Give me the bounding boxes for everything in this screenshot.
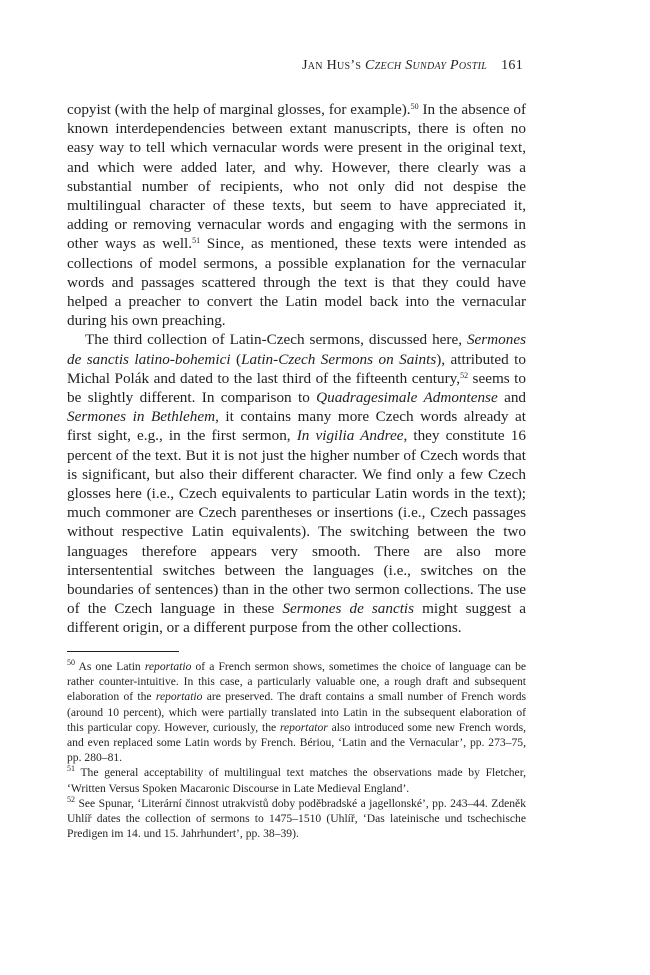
text-run: The general acceptability of multilingual text matches the observations made by Fletcher, ‘Written Versus Spoken Macaronic Discourse in Late Medieval England’.: [67, 766, 526, 795]
text-run: , they constitute 16 percent of the text. But it is not just the higher number of Czech words that is significant, but also their different character. We find only a few Czech glosses here (i.e., Czech equivalents to particular Latin words in the text); much commoner are Czech parentheses or insertions (i.e., Czech passages without respective Latin equivalents). The switching between the two languages therefore appears very smooth. There are also more intersentential switches between the languages (i.e., switches on the boundaries of sentences) than in the other two sermon collections. The use of the Czech language in these: [67, 427, 526, 618]
paragraph-1: [67, 100, 526, 330]
text-run: Since, as mentioned, these texts were intended as collections of model sermons, a possible explanation for the vernacular words and passages scattered through the text is that they could have helped a preacher to convert the Latin model back into the vernacular during his own preaching.: [67, 235, 526, 330]
italic-title: Sermones de sanctis: [282, 600, 415, 618]
text-run: are preserved. The draft contains a small number of French words (around 10 percent), which were partially translated into Latin in the subsequent elaboration of this particular copy. However, curiously, the: [67, 690, 527, 734]
footnote-number: 52: [67, 794, 75, 804]
italic-title: Sermones in Bethlehem: [67, 408, 216, 426]
text-run: As one Latin: [75, 660, 145, 673]
footnote-divider: [67, 651, 179, 652]
text-run: seems to be slightly different. In comparison to: [67, 369, 526, 407]
footnote-50: [67, 659, 526, 765]
page-number: 161: [501, 58, 523, 73]
footnote-51: [67, 765, 526, 795]
italic-term: reportatio: [144, 660, 192, 673]
running-title: [302, 58, 487, 73]
text-run: copyist (with the help of marginal glosses, for example).: [67, 101, 411, 118]
italic-title: In vigilia Andree: [296, 427, 404, 445]
running-title-work: Czech Sunday Postil: [365, 58, 488, 73]
footnote-ref-51[interactable]: 51: [192, 236, 201, 246]
italic-term: reportatio: [155, 690, 203, 704]
text-run: The third collection of Latin-Czech sermons, discussed here,: [85, 331, 467, 349]
italic-title: Quadragesimale Admontense: [316, 389, 498, 407]
text-run: of a French sermon shows, sometimes the choice of language can be rather counter-intuitive. In this case, a particularly valuable one, a rough draft and subsequent elaboration of the: [67, 660, 527, 704]
text-run: (: [230, 350, 242, 368]
text-run: , it contains many more Czech words already at first sight, e.g., in the first sermon,: [67, 408, 527, 445]
paragraph-2: [67, 330, 526, 637]
main-text: [67, 100, 526, 638]
text-run: and: [497, 389, 527, 407]
running-head: [302, 58, 523, 74]
italic-term: reportator: [279, 720, 328, 734]
footnote-ref-52[interactable]: 52: [460, 370, 469, 380]
footnote-number: 50: [67, 658, 75, 667]
text-run: also introduced some new French words, and even replaced some Latin words by French. Bériou, ‘Latin and the Vernacular’, pp. 273–75, pp. 280–81.: [67, 720, 526, 765]
italic-title: Latin-Czech Sermons on Saints: [241, 350, 437, 368]
footnote-52: [67, 796, 526, 842]
footnote-number: 51: [67, 764, 75, 774]
running-title-author: Jan Hus’s: [302, 58, 366, 73]
text-run: In the absence of known interdependencies between extant manuscripts, there is often no easy way to tell which vernacular words were present in the original text, and which were added later, and why. However, there clearly was a substantial number of recipients, who not only did not despise the multilingual character of these texts, but seem to have appreciated it, adding or removing vernacular words and engaging with the sermons in other ways as well.: [67, 101, 526, 253]
text-run: See Spunar, ‘Literární činnost utrakvistů doby poděbradské a jagellonské’, pp. 243–44. Zdeněk Uhlíř dates the collection of sermons to 1475–1510 (Uhlíř, ‘Das lateinische und tschechische Predigen im 14. und 15. Jahrhundert’, pp. 38–39).: [67, 796, 526, 841]
text-run: might suggest a different origin, or a different purpose from the other collections.: [67, 600, 526, 637]
italic-title: Sermones de sanctis latino-bohemici: [67, 331, 526, 368]
footnotes: [67, 659, 526, 841]
footnote-ref-50[interactable]: 50: [410, 102, 419, 111]
text-run: ), attributed to Michal Polák and dated to the last third of the fifteenth century,: [67, 350, 526, 387]
